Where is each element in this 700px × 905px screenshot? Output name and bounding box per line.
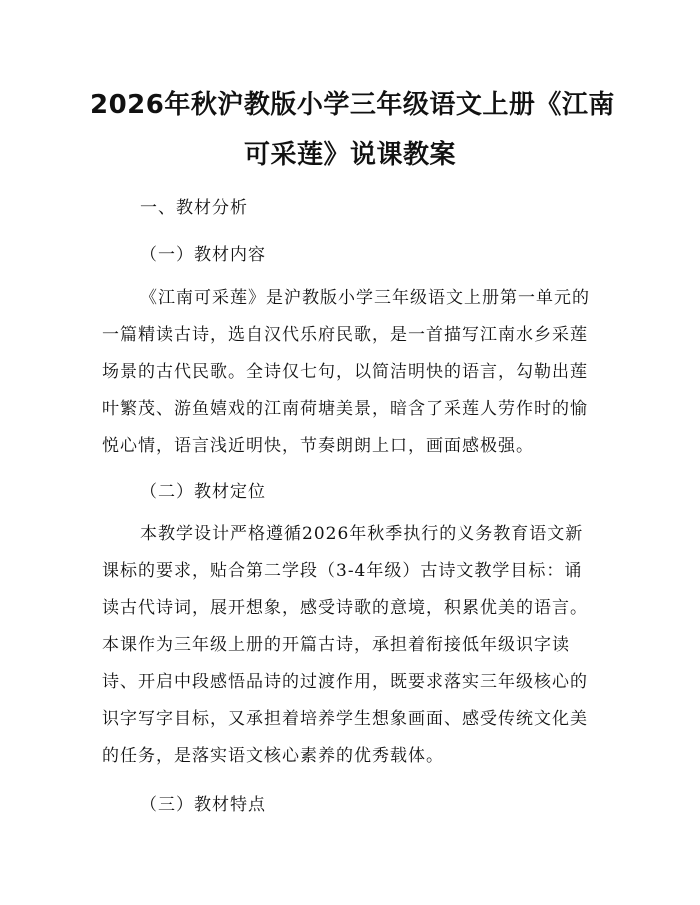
paragraph-line: 读古代诗词，展开想象，感受诗歌的意境，积累优美的语言。 xyxy=(102,598,588,618)
paragraph-line: 本教学设计严格遵循2026年秋季执行的义务教育语文新 xyxy=(140,524,584,544)
paragraph-line: 叶繁茂、游鱼嬉戏的江南荷塘美景，暗含了采莲人劳作时的愉 xyxy=(102,399,588,419)
paragraph-line: 识字写字目标，又承担着培养学生想象画面、感受传统文化美 xyxy=(102,709,588,729)
paragraph-textbook-positioning xyxy=(102,516,602,775)
paragraph-line: 诗、开启中段感悟品诗的过渡作用，既要求落实三年级核心的 xyxy=(102,672,588,692)
document-title-line-1: 2026年秋沪教版小学三年级语文上册《江南 xyxy=(90,90,615,120)
paragraph-line: 的任务，是落实语文核心素养的优秀载体。 xyxy=(102,746,444,766)
paragraph-line: 一篇精读古诗，选自汉代乐府民歌，是一首描写江南水乡采莲 xyxy=(102,325,588,345)
paragraph-line: 场景的古代民歌。全诗仅七句，以简洁明快的语言，勾勒出莲 xyxy=(102,362,588,382)
subsection-heading-positioning: （二）教材定位 xyxy=(140,482,266,502)
paragraph-line: 本课作为三年级上册的开篇古诗，承担着衔接低年级识字读 xyxy=(102,635,570,655)
subsection-heading-features: （三）教材特点 xyxy=(140,795,266,815)
paragraph-line: 课标的要求，贴合第二学段（3-4年级）古诗文教学目标：诵 xyxy=(102,561,583,581)
section-heading-textbook-analysis: 一、教材分析 xyxy=(140,198,248,218)
paragraph-textbook-content xyxy=(102,280,602,465)
paragraph-line: 悦心情，语言浅近明快，节奏朗朗上口，画面感极强。 xyxy=(102,436,534,456)
paragraph-line: 《江南可采莲》是沪教版小学三年级语文上册第一单元的 xyxy=(140,288,590,308)
subsection-heading-content: （一）教材内容 xyxy=(140,245,266,265)
document-title-line-2: 可采莲》说课教案 xyxy=(243,140,456,170)
